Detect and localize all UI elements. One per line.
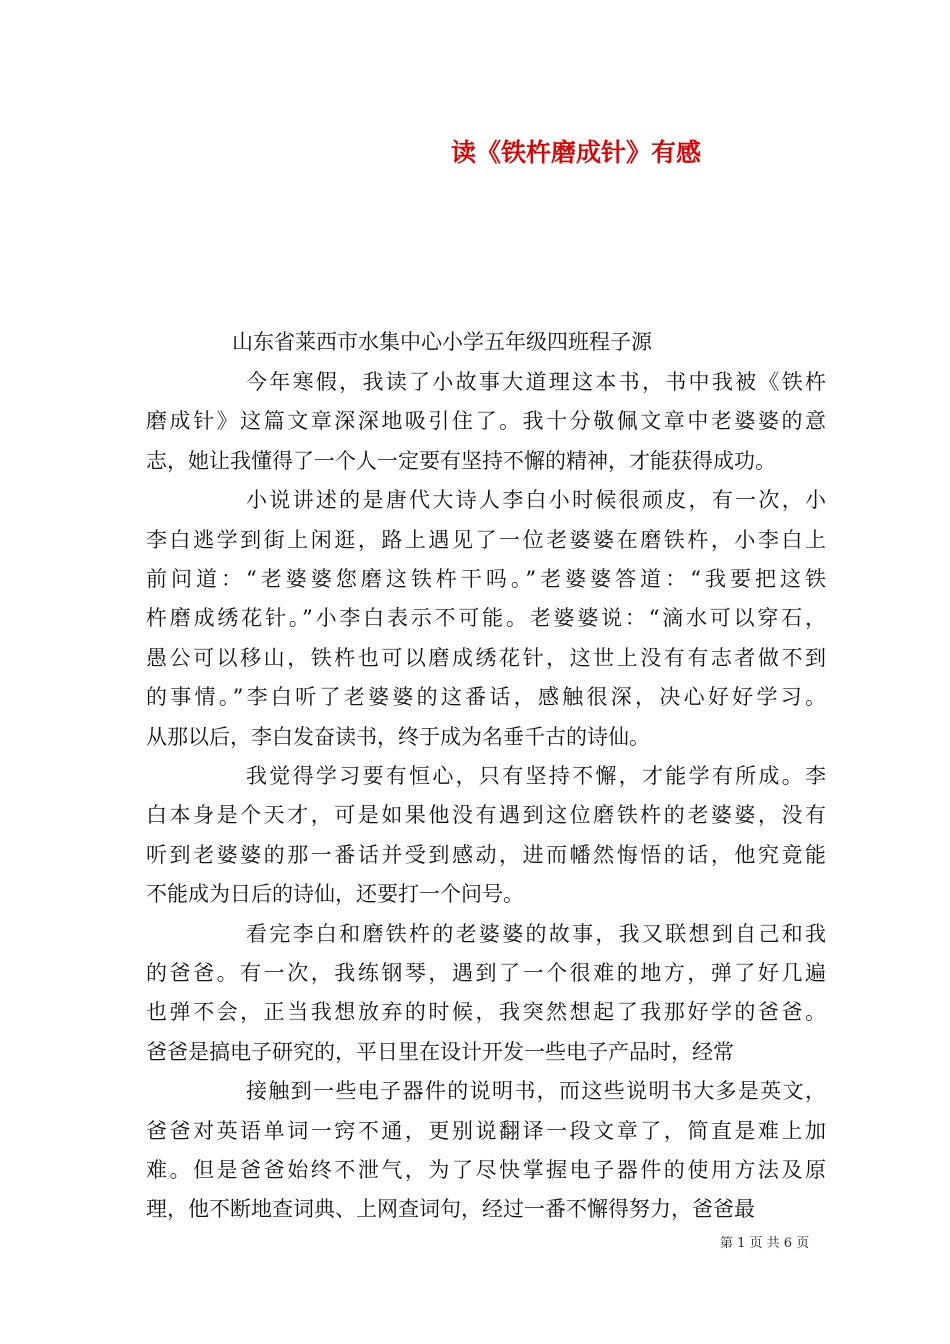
paragraph-line: 看完李白和磨铁杵的老婆婆的故事，我又联想到自己和我 [246, 922, 826, 946]
paragraph-line: 难。但是爸爸始终不泄气，为了尽快掌握电子器件的使用方法及原 [146, 1158, 826, 1182]
paragraph-line: 志，她让我懂得了一个人一定要有坚持不懈的精神，才能获得成功。 [146, 449, 776, 473]
paragraph-line: 听到老婆婆的那一番话并受到感动，进而幡然悔悟的话，他究竟能 [146, 843, 826, 867]
paragraph-line: 的事情。”李白听了老婆婆的这番话，感触很深，决心好好学习。 [146, 685, 826, 709]
document-title: 读《铁杵磨成针》有感 [450, 138, 701, 167]
paragraph-line: 今年寒假，我读了小故事大道理这本书，书中我被《铁杵 [246, 370, 826, 394]
paragraph-line: 爸爸是搞电子研究的，平日里在设计开发一些电子产品时，经常 [146, 1040, 734, 1064]
paragraph-line: 李白逃学到街上闲逛，路上遇见了一位老婆婆在磨铁杵，小李白上 [146, 528, 826, 552]
paragraph-line: 接触到一些电子器件的说明书，而这些说明书大多是英文， [246, 1079, 826, 1103]
paragraph-line: 磨成针》这篇文章深深地吸引住了。我十分敬佩文章中老婆婆的意 [146, 409, 826, 433]
paragraph-line: 从那以后，李白发奋读书，终于成为名垂千古的诗仙。 [146, 725, 650, 749]
paragraph-line: 愚公可以移山，铁杵也可以磨成绣花针，这世上没有有志者做不到 [146, 646, 826, 670]
paragraph-line: 理，他不断地查词典、上网查词句，经过一番不懈得努力，爸爸最 [146, 1197, 755, 1221]
paragraph-line: 白本身是个天才，可是如果他没有遇到这位磨铁杵的老婆婆，没有 [146, 803, 826, 827]
author-line: 山东省莱西市水集中心小学五年级四班程子源 [232, 330, 652, 354]
paragraph-line: 不能成为日后的诗仙，还要打一个问号。 [146, 882, 524, 906]
paragraph-line: 的爸爸。有一次，我练钢琴，遇到了一个很难的地方，弹了好几遍 [146, 961, 826, 985]
paragraph-line: 爸爸对英语单词一窍不通，更别说翻译一段文章了，简直是难上加 [146, 1119, 826, 1143]
paragraph-line: 我觉得学习要有恒心，只有坚持不懈，才能学有所成。李 [246, 764, 826, 788]
paragraph-line: 前问道：“老婆婆您磨这铁杵干吗。”老婆婆答道：“我要把这铁 [146, 567, 826, 591]
paragraph-line: 小说讲述的是唐代大诗人李白小时候很顽皮，有一次，小 [246, 488, 826, 512]
paragraph-line: 杵磨成绣花针。”小李白表示不可能。老婆婆说：“滴水可以穿石， [146, 606, 826, 630]
paragraph-line: 也弹不会，正当我想放弃的时候，我突然想起了我那好学的爸爸。 [146, 1000, 826, 1024]
page-number-footer: 第 1 页 共 6 页 [720, 1236, 810, 1251]
